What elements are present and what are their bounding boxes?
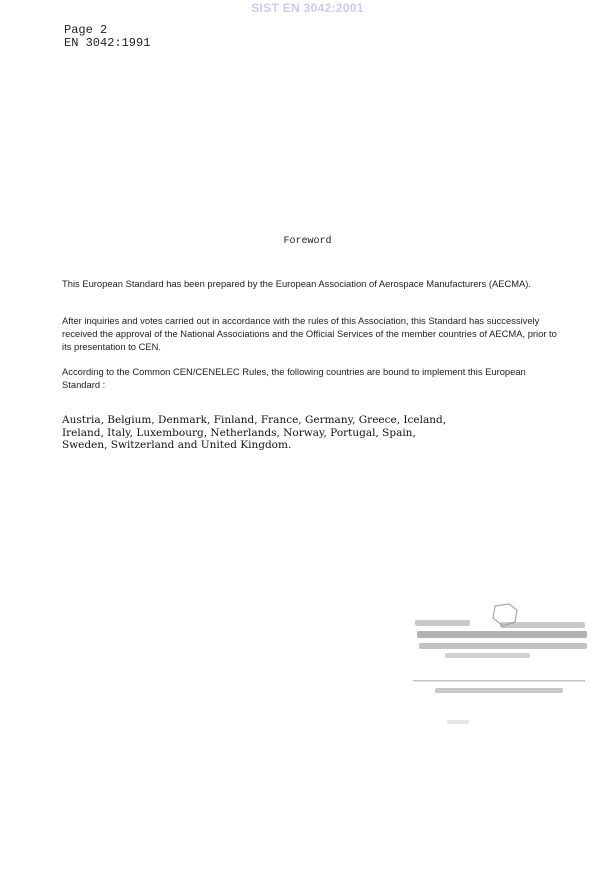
official-stamp-image <box>405 600 595 750</box>
countries-line: Ireland, Italy, Luxembourg, Netherlands, Norway, Portugal, Spain, <box>62 426 416 439</box>
paragraph-cen-rules: According to the Common CEN/CENELEC Rules, the following countries are bound to implement this European Standard : <box>62 366 526 391</box>
countries-list <box>62 414 562 452</box>
page-number: Page 2 <box>64 23 108 37</box>
paragraph-approval: After inquiries and votes carried out in accordance with the rules of this Association, this Standard has successively received the approval of the National Associations and the Official Services of the member countries of AECMA, prior to its presentation to CEN. <box>62 315 557 353</box>
countries-line: Sweden, Switzerland and United Kingdom. <box>62 439 292 452</box>
standard-number: EN 3042:1991 <box>64 36 151 50</box>
foreword-title: Foreword <box>283 236 332 247</box>
countries-line: Austria, Belgium, Denmark, Finland, France, Germany, Greece, Iceland, <box>62 414 447 426</box>
paragraph-prepared-by: This European Standard has been prepared by the European Association of Aerospace Manufacturers (AECMA). <box>62 278 532 289</box>
watermark: SIST EN 3042:2001 <box>251 1 364 15</box>
page-header <box>64 24 150 50</box>
